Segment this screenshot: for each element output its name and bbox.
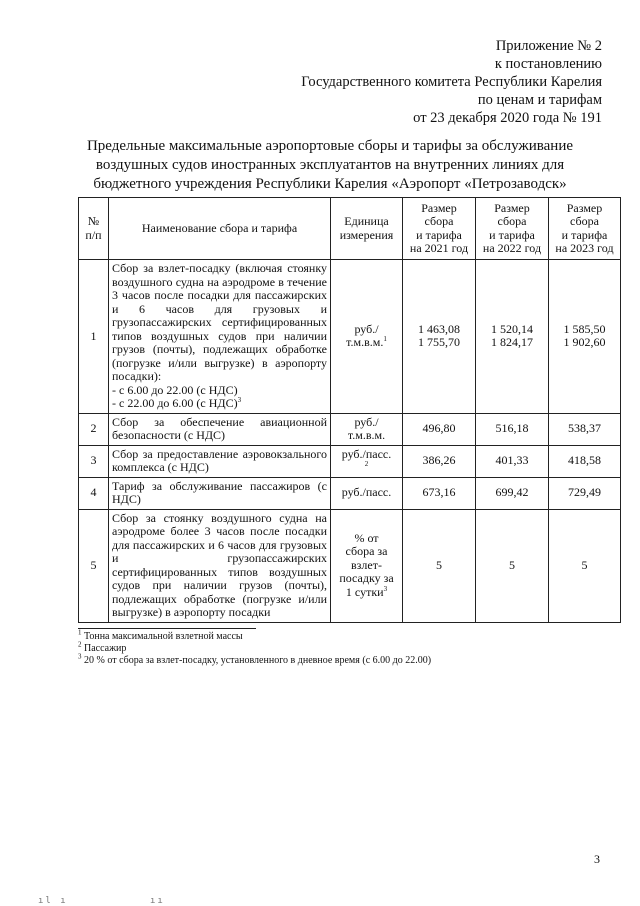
row-unit: руб./пасс. xyxy=(331,477,403,509)
header-unit: Единица измерения xyxy=(331,198,403,260)
row-unit: руб./ т.м.в.м.$^1$ xyxy=(331,260,403,414)
row-number: 5 xyxy=(79,509,109,622)
appendix-line: от 23 декабря 2020 года № 191 xyxy=(413,110,602,126)
footnote-item: $^2$ Пассажир xyxy=(78,640,127,654)
row-value-2022: 1 520,14 1 824,17 xyxy=(476,260,549,414)
row-value-2022: 401,33 xyxy=(476,445,549,477)
row-number: 2 xyxy=(79,413,109,445)
table-row xyxy=(79,445,621,477)
row-value-2022: 5 xyxy=(476,509,549,622)
table-header-row xyxy=(79,198,621,260)
row-unit: % от сбора за взлет- посадку за 1 сутки$^3$ xyxy=(331,509,403,622)
footnote-item: $^3$ 20 % от сбора за взлет-посадку, установленного в дневное время (с 6.00 до 22.00) xyxy=(78,652,432,666)
row-value-2023: 538,37 xyxy=(549,413,621,445)
scan-artifact: ıl ı xyxy=(38,896,68,906)
scan-artifact: ıı xyxy=(150,896,165,906)
appendix-line: по ценам и тарифам xyxy=(477,92,602,108)
row-value-2023: 418,58 xyxy=(549,445,621,477)
row-value-2021: 496,80 xyxy=(403,413,476,445)
row-unit: руб./пасс. $^2$ xyxy=(331,445,403,477)
row-sub-night: - с 22.00 до 6.00 (с НДС)$^3$ xyxy=(112,396,242,410)
row-number: 3 xyxy=(79,445,109,477)
row-value-2021: 673,16 xyxy=(403,477,476,509)
row-value-2022: 699,42 xyxy=(476,477,549,509)
appendix-line: к постановлению xyxy=(494,56,602,72)
table-row xyxy=(79,260,621,414)
row-name: Сбор за обеспечение авиационной безопасности (с НДС) xyxy=(109,413,331,445)
header-2021: Размер сбора и тарифа на 2021 год xyxy=(403,198,476,260)
tariff-table xyxy=(78,197,621,623)
table-row xyxy=(79,477,621,509)
header-num: № п/п xyxy=(79,198,109,260)
appendix-line: Приложение № 2 xyxy=(495,38,602,54)
row-sub-day: - с 6.00 до 22.00 (с НДС) xyxy=(112,382,238,397)
header-2022: Размер сбора и тарифа на 2022 год xyxy=(476,198,549,260)
footnote-item: $^1$ Тонна максимальной взлетной массы xyxy=(78,628,243,642)
appendix-line: Государственного комитета Республики Карелия xyxy=(301,74,602,90)
page-number: 3 xyxy=(594,852,600,866)
row-name: Тариф за обслуживание пассажиров (с НДС) xyxy=(109,477,331,509)
row-value-2023: 729,49 xyxy=(549,477,621,509)
row-name: Сбор за стоянку воздушного судна на аэродроме более 3 часов после посадки для пассажирских и 6 часов для грузовых и грузопассажирских сертифицированных типов воздушных судов при наличии грузов (почты), подлежащих обработке (погрузке и/или выгрузке) в аэропорту посадки xyxy=(109,509,331,622)
footnote-divider xyxy=(78,628,256,629)
header-2023: Размер сбора и тарифа на 2023 год xyxy=(549,198,621,260)
header-name: Наименование сбора и тарифа xyxy=(109,198,331,260)
document-title: Предельные максимальные аэропортовые сборы и тарифы за обслуживание воздушных судов иностранных эксплуатантов на внутренних линиях для бюджетного учреждения Республики Карелия «Аэропорт «Петрозаводск» xyxy=(86,138,574,192)
row-value-2021: 1 463,08 1 755,70 xyxy=(403,260,476,414)
row-value-2023: 5 xyxy=(549,509,621,622)
row-number: 1 xyxy=(79,260,109,414)
table-row xyxy=(79,413,621,445)
row-name: Сбор за взлет-посадку (включая стоянку воздушного судна на аэродроме в течение 3 часов после посадки для пассажирских и 6 часов для грузовых и грузопассажирских сертифицированных типов воздушных судов при наличии грузов (почты), подлежащих обработке (погрузке и/или выгрузке) в аэропорту посадки): - с 6.00 до 22.00 (с НДС) - с 22.00 до 6.00 (с НДС)$^3$ xyxy=(109,260,331,414)
row-unit: руб./ т.м.в.м. xyxy=(331,413,403,445)
appendix-header xyxy=(301,37,602,127)
row-value-2021: 386,26 xyxy=(403,445,476,477)
row-name: Сбор за предоставление аэровокзального комплекса (с НДС) xyxy=(109,445,331,477)
table-row xyxy=(79,509,621,622)
row-value-2023: 1 585,50 1 902,60 xyxy=(549,260,621,414)
row-value-2022: 516,18 xyxy=(476,413,549,445)
row-value-2021: 5 xyxy=(403,509,476,622)
footnotes xyxy=(78,628,432,667)
row-number: 4 xyxy=(79,477,109,509)
